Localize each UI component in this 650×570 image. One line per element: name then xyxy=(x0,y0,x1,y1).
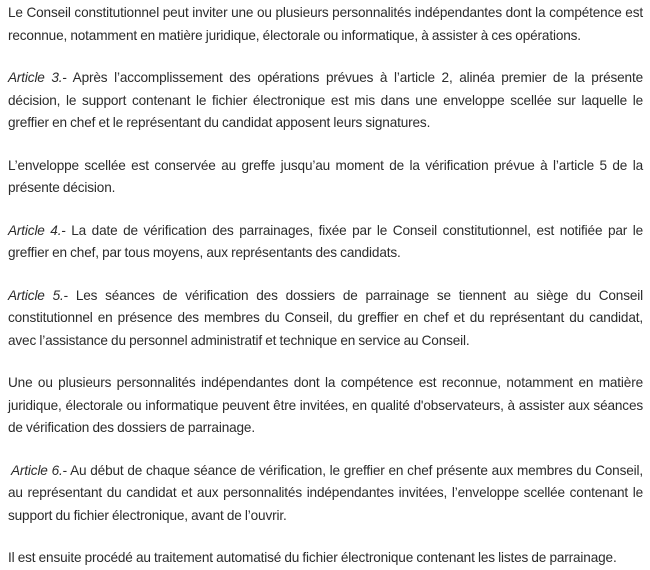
paragraph-text: Une ou plusieurs personnalités indépendantes dont la compétence est reconnue, notamment en matière juridique, électorale ou informatique peuvent être invitées, en qualité d'observateurs, à assister aux séances de vérification des dossiers de parrainage. xyxy=(8,375,643,435)
paragraph-article-6 xyxy=(8,460,643,528)
paragraph-text: L’enveloppe scellée est conservée au greffe jusqu’au moment de la vérification prévue à l’article 5 de la présente décision. xyxy=(8,157,643,195)
article-label: Article 5. xyxy=(8,287,64,303)
paragraph-article-3 xyxy=(8,67,643,135)
paragraph-text: Il est ensuite procédé au traitement automatisé du fichier électronique contenant les listes de parrainage. xyxy=(8,550,617,565)
paragraph-text: - Les séances de vérification des dossiers de parrainage se tiennent au siège du Conseil constitutionnel en présence des membres du Conseil, du greffier en chef et du représentant du candidat, avec l’assistance du personnel administratif et technique en service au Conseil. xyxy=(8,287,644,348)
paragraph-article-4 xyxy=(8,220,643,265)
paragraph-article-5 xyxy=(8,285,643,353)
article-label: Article 6. xyxy=(11,462,63,478)
article-label: Article 3. xyxy=(8,70,63,85)
paragraph-text: - La date de vérification des parrainages, fixée par le Conseil constitutionnel, est notifiée par le greffier en chef, par tous moyens, aux représentants des candidats. xyxy=(8,222,643,260)
paragraph-automated-processing xyxy=(8,547,643,570)
paragraph-text: Le Conseil constitutionnel peut inviter une ou plusieurs personnalités indépendantes dont la compétence est reconnue, notamment en matière juridique, électorale ou informatique, à assister à ces opérations. xyxy=(8,5,643,43)
paragraph-text: - Au début de chaque séance de vérification, le greffier en chef présente aux membres du Conseil, au représentant du candidat et aux personnalités indépendantes invitées, l’enveloppe scellée contenant le support du fichier électronique, avant de l’ouvrir. xyxy=(8,462,643,523)
paragraph-intro-observers xyxy=(8,2,643,47)
article-label: Article 4. xyxy=(8,222,62,238)
paragraph-text: - Après l’accomplissement des opérations prévues à l’article 2, alinéa premier de la présente décision, le support contenant le fichier électronique est mis dans une enveloppe scellée sur laquelle le greffier en chef et le représentant du candidat apposent leurs signatures. xyxy=(8,70,643,130)
paragraph-sealed-envelope xyxy=(8,155,643,200)
paragraph-independent-observers xyxy=(8,372,643,440)
